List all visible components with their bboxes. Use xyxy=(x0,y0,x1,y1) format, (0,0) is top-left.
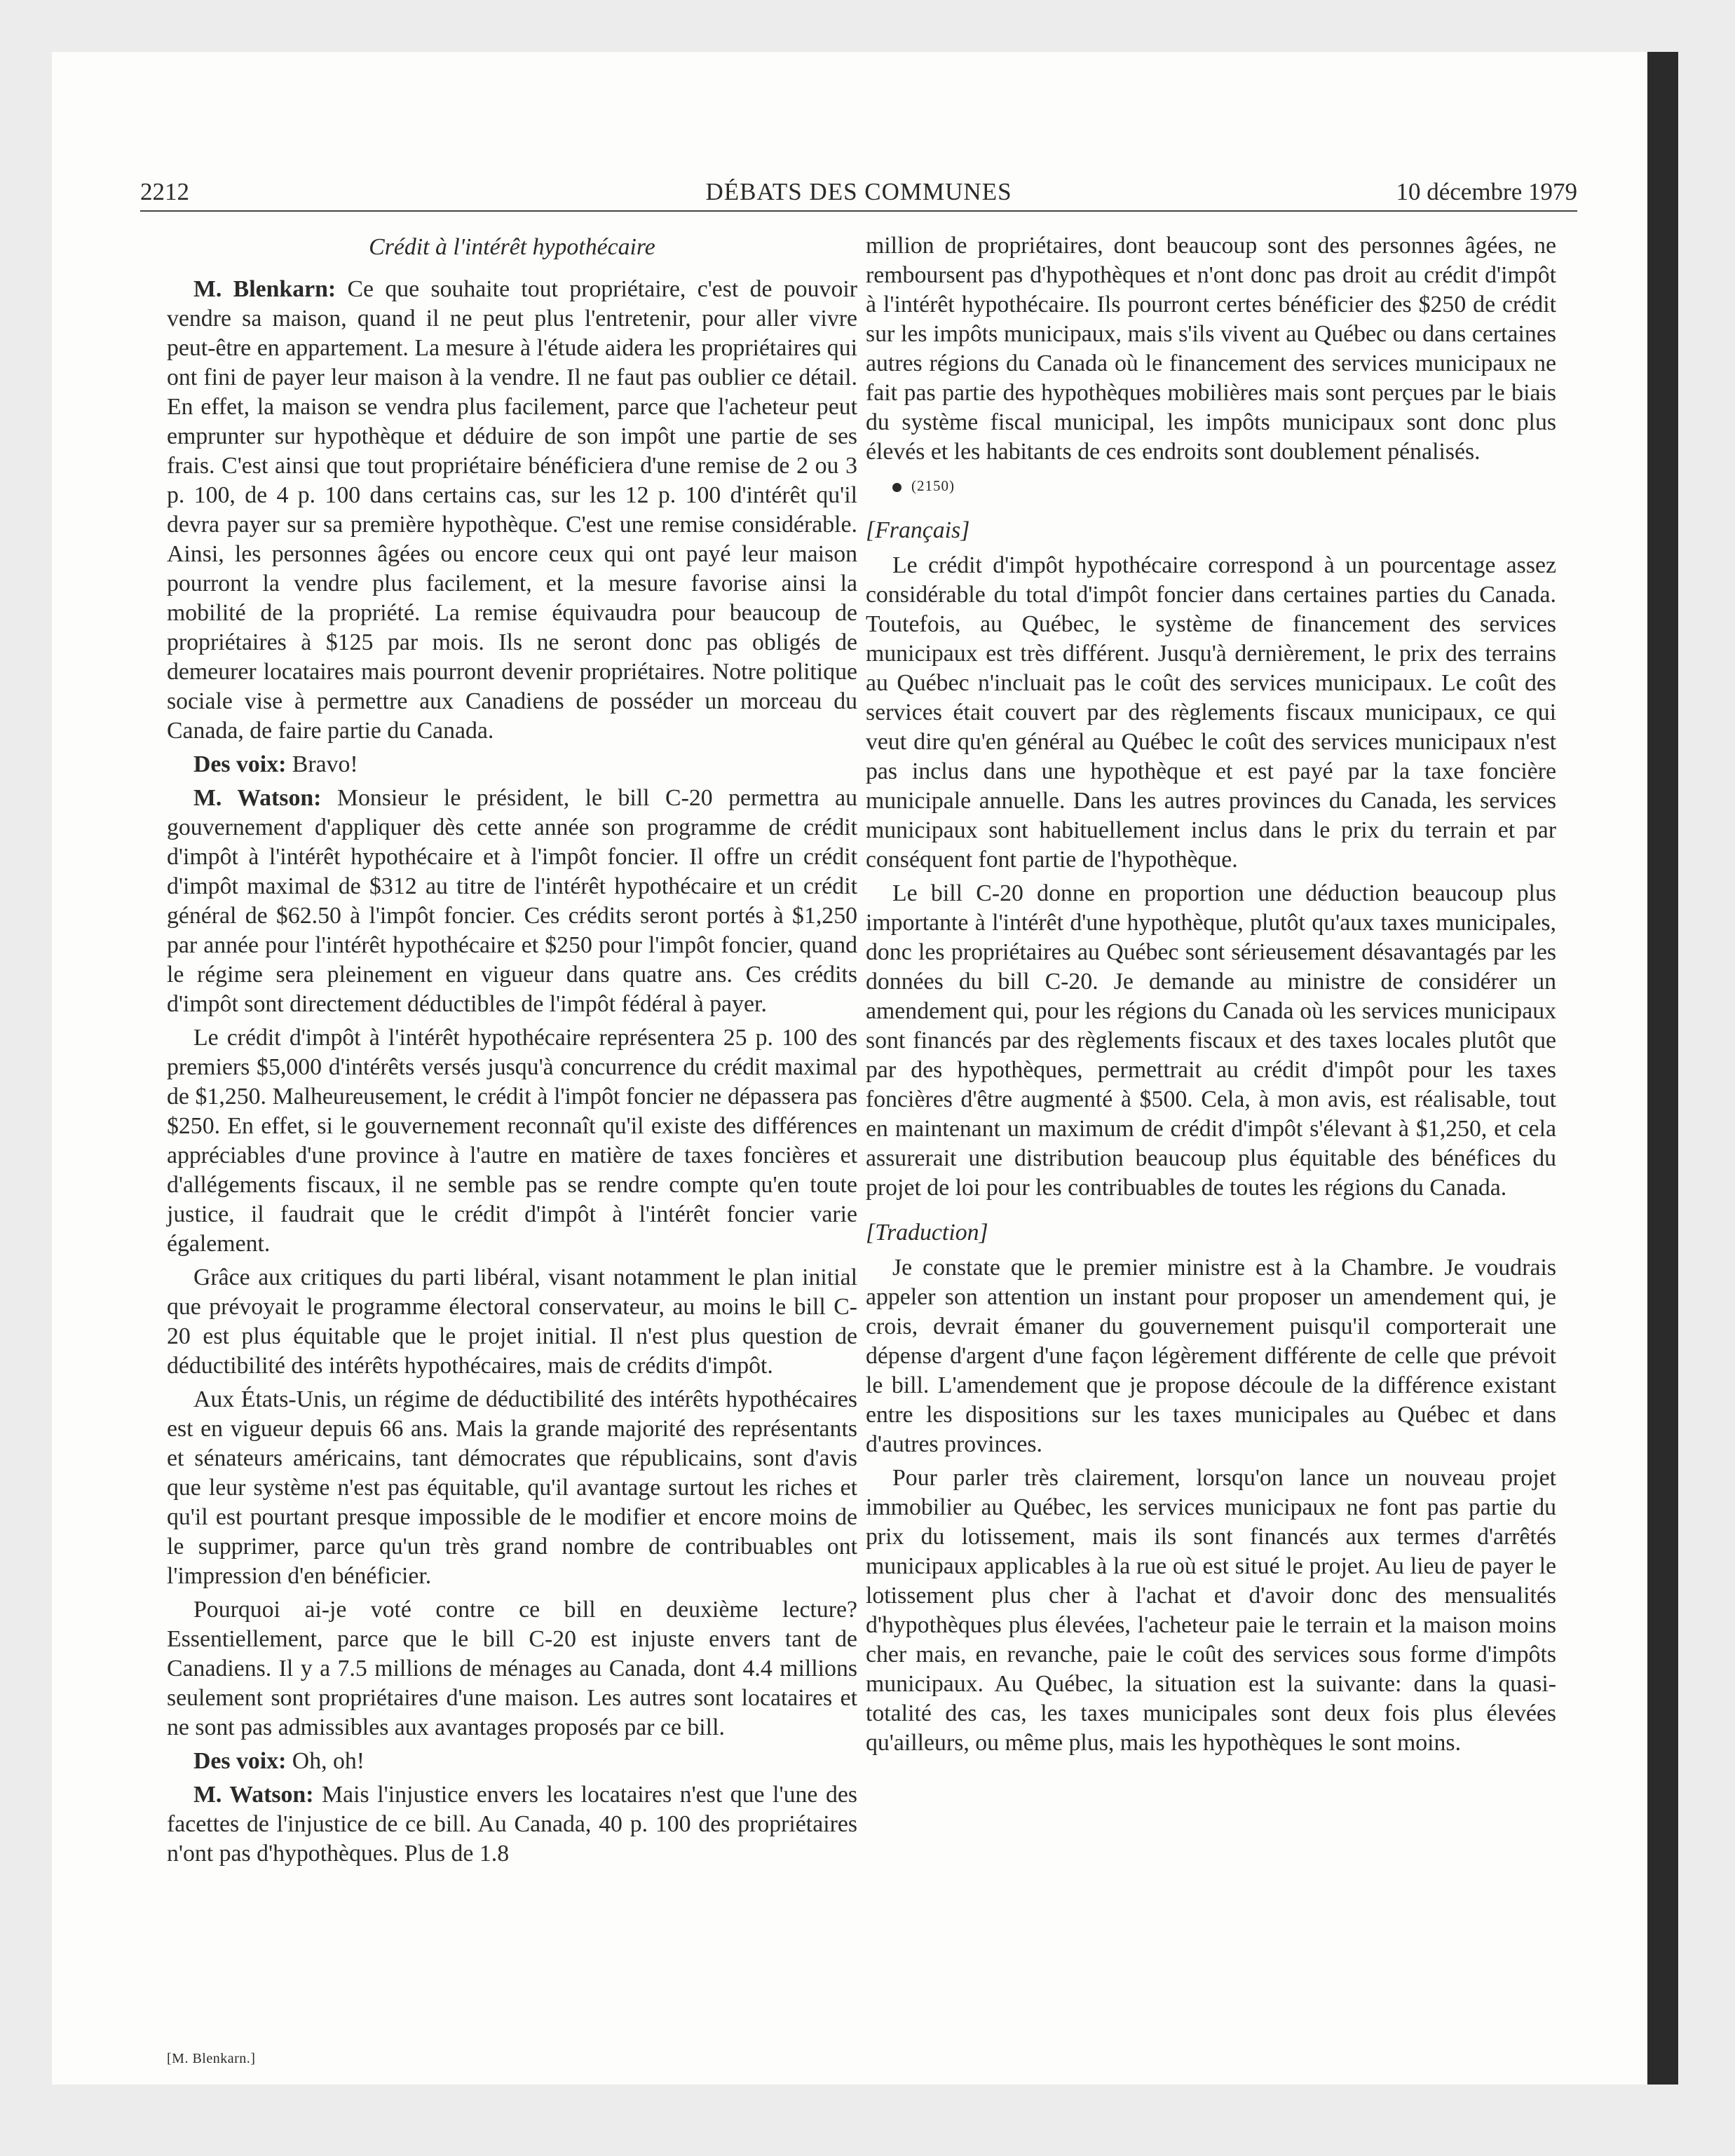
paragraph-text: Oh, oh! xyxy=(286,1748,365,1774)
speaker-name: Des voix: xyxy=(193,751,287,777)
time-marker xyxy=(866,471,1556,500)
paragraph: Aux États-Unis, un régime de déductibilité des intérêts hypothécaires est en vigueur depuis 66 ans. Mais la grande majorité des représentants et sénateurs américains, tant démocrates que républicains, sont d'avis que leur système n'est pas équitable, qu'il avantage surtout les riches et qu'il est pourtant presque impossible de le modifier et encore moins de le supprimer, parce qu'un très grand nombre de contribuables ont l'impression d'en bénéficier. xyxy=(167,1386,857,1589)
paragraph: Le bill C-20 donne en proportion une déduction beaucoup plus importante à l'intérêt d'une hypothèque, plutôt qu'aux taxes municipales, donc les propriétaires au Québec sont sérieusement désavantagés par les données du bill C-20. Je demande au ministre de considérer un amendement qui, pour les régions du Canada où les services municipaux sont financés par des règlements fiscaux et des taxes locales plutôt que par des hypothèques, permettrait au crédit d'impôt pour les taxes foncières d'être augmenté à $500. Cela, à mon avis, est réalisable, tout en maintenant un maximum de crédit d'impôt s'élevant à $1,250, et cela assurerait une distribution beaucoup plus équitable des bénéfices du projet de loi pour les contribuables de toutes les régions du Canada. xyxy=(866,880,1556,1201)
bullet-dot-icon xyxy=(892,483,901,492)
paragraph: million de propriétaires, dont beaucoup sont des personnes âgées, ne remboursent pas d'hypothèques et n'ont donc pas droit au crédit d'impôt à l'intérêt hypothécaire. Ils pourront certes bénéficier des $250 de crédit sur les impôts municipaux, mais s'ils vivent au Québec ou dans certaines autres régions du Canada où le financement des services municipaux ne fait pas partie des hypothèques mobilières mais sont perçues par le biais du système fiscal municipal, les impôts municipaux sont donc plus élevés et les habitants de ces endroits sont doublement pénalisés. xyxy=(866,233,1556,465)
paragraph xyxy=(167,750,857,779)
publication-title: DÉBATS DES COMMUNES xyxy=(705,178,1012,205)
language-label: [Français] xyxy=(866,517,970,543)
page-number: 2212 xyxy=(140,178,189,205)
paragraph xyxy=(167,275,857,746)
scan-edge xyxy=(1647,52,1678,2085)
paragraph: Pourquoi ai-je voté contre ce bill en deuxième lecture? Essentiellement, parce que le bill C-20 est injuste envers tant de Canadiens. Il y a 7.5 millions de ménages au Canada, dont 4.4 millions seulement sont propriétaires d'une maison. Les autres sont locataires et ne sont pas admissibles aux avantages proposés par ce bill. xyxy=(167,1597,857,1740)
paragraph: Je constate que le premier ministre est à la Chambre. Je voudrais appeler son attention un instant pour proposer un amendement qui, je crois, devrait émaner du gouvernement puisqu'il comporterait une dépense d'argent d'une façon légèrement différente de celle que prévoit le bill. L'amendement que je propose découle de la différence existant entre les dispositions sur les taxes municipales au Québec et dans d'autres provinces. xyxy=(866,1255,1556,1457)
speaker-name: M. Watson: xyxy=(193,1782,314,1808)
speaker-name: M. Blenkarn: xyxy=(193,276,336,302)
paragraph-text: Mais l'injustice envers les locataires n'est que l'une des facettes de l'injustice de ce bill. Au Canada, 40 p. 100 des propriétaires n'ont pas d'hypothèques. Plus de 1.8 xyxy=(167,1782,858,1867)
paragraph: Grâce aux critiques du parti libéral, visant notamment le plan initial que prévoyait le programme électoral conservateur, au moins le bill C-20 est plus équitable que le projet initial. Il n'est plus question de déductibilité des intérêts hypothécaires, mais de crédits d'impôt. xyxy=(167,1264,857,1379)
page-date: 10 décembre 1979 xyxy=(1396,178,1577,205)
page-header xyxy=(140,174,1577,212)
speaker-name: Des voix: xyxy=(193,1748,287,1774)
speaker-footnote: [M. Blenkarn.] xyxy=(167,2051,256,2066)
paragraph: Pour parler très clairement, lorsqu'on lance un nouveau projet immobilier au Québec, les services municipaux ne font pas partie du prix du lotissement, mais ils sont financés aux termes d'arrêtés municipaux applicables à la rue où est situé le projet. Au lieu de payer le lotissement plus cher à l'achat et d'avoir donc des mensualités d'hypothèques plus élevées, l'acheteur paie le terrain et la maison moins cher mais, en revanche, paie le coût des services sous forme d'impôts municipaux. Au Québec, la situation est la suivante: dans la quasi-totalité des cas, les taxes municipales sont deux fois plus élevées qu'ailleurs, ou même plus, mais les hypothèques le sont moins. xyxy=(866,1465,1556,1756)
paragraph-text: Ce que souhaite tout propriétaire, c'est de pouvoir vendre sa maison, quand il ne peut plus l'entretenir, pour aller vivre peut-être en appartement. La mesure à l'étude aidera les propriétaires qui ont fini de payer leur maison à la vendre. Il ne faut pas oublier ce détail. En effet, la maison se vendra plus facilement, parce que l'acheteur peut emprunter sur hypothèque et déduire de son impôt une partie de ses frais. C'est ainsi que tout propriétaire bénéficiera d'une remise de 2 ou 3 p. 100, de 4 p. 100 dans certains cas, sur les 12 p. 100 d'intérêt qu'il devra payer sur sa première hypothèque. C'est une remise considérable. Ainsi, les personnes âgées ou encore ceux qui ont payé leur maison pourront la vendre plus facilement, et la mesure favorise ainsi la mobilité de la propriété. La remise équivaudra pour beaucoup de propriétaires à $125 par mois. Ils ne seront donc pas obligés de demeurer locataires mais pourront devenir propriétaires. Notre politique sociale vise à permettre aux Canadiens de posséder un morceau du Canada, de faire partie du Canada. xyxy=(167,276,858,744)
paragraph xyxy=(167,784,857,1019)
right-column xyxy=(866,231,1556,2033)
section-heading: Crédit à l'intérêt hypothécaire xyxy=(369,234,655,260)
time-marker-text: (2150) xyxy=(911,477,955,494)
paragraph-text: Monsieur le président, le bill C-20 permettra au gouvernement d'appliquer dès cette année son programme de crédit d'impôt à l'intérêt hypothécaire et à l'impôt foncier. Il offre un crédit d'impôt maximal de $312 au titre de l'intérêt hypothécaire et un crédit général de $62.50 à l'impôt foncier. Ces crédits seront portés à $1,250 par année pour l'intérêt hypothécaire et $250 pour l'impôt foncier, quand le régime sera pleinement en vigueur dans quatre ans. Ces crédits d'impôt sont directement déductibles de l'impôt fédéral à payer. xyxy=(167,785,858,1017)
paragraph xyxy=(167,1747,857,1776)
paragraph-text: Bravo! xyxy=(286,751,358,777)
paragraph xyxy=(167,1780,857,1869)
paragraph: Le crédit d'impôt hypothécaire correspond à un pourcentage assez considérable du total d'impôt foncier dans certaines parties du Canada. Toutefois, au Québec, le système de financement des services municipaux est très différent. Jusqu'à dernièrement, le prix des terrains au Québec n'incluait pas le coût des services municipaux. Le coût des services était couvert par des règlements fiscaux municipaux, ce qui veut dire qu'en général au Québec le coût des services municipaux n'est pas inclus dans une hypothèque et est payé par la taxe foncière municipale annuelle. Dans les autres provinces du Canada, les services municipaux sont habituellement inclus dans le prix du terrain et par conséquent font partie de l'hypothèque. xyxy=(866,552,1556,873)
left-column xyxy=(167,231,857,2033)
speaker-name: M. Watson: xyxy=(193,785,322,811)
paragraph: Le crédit d'impôt à l'intérêt hypothécaire représentera 25 p. 100 des premiers $5,000 d'intérêts versés jusqu'à concurrence du crédit maximal de $1,250. Malheureusement, le crédit à l'impôt foncier ne dépassera pas $250. En effet, si le gouvernement reconnaît qu'il existe des différences appréciables d'une province à l'autre en matière de taxes foncières et d'allégements fiscaux, il ne semble pas se rendre compte qu'en toute justice, il faudrait que le crédit d'impôt à l'intérêt foncier varie également. xyxy=(167,1025,857,1257)
language-label: [Traduction] xyxy=(866,1220,988,1246)
